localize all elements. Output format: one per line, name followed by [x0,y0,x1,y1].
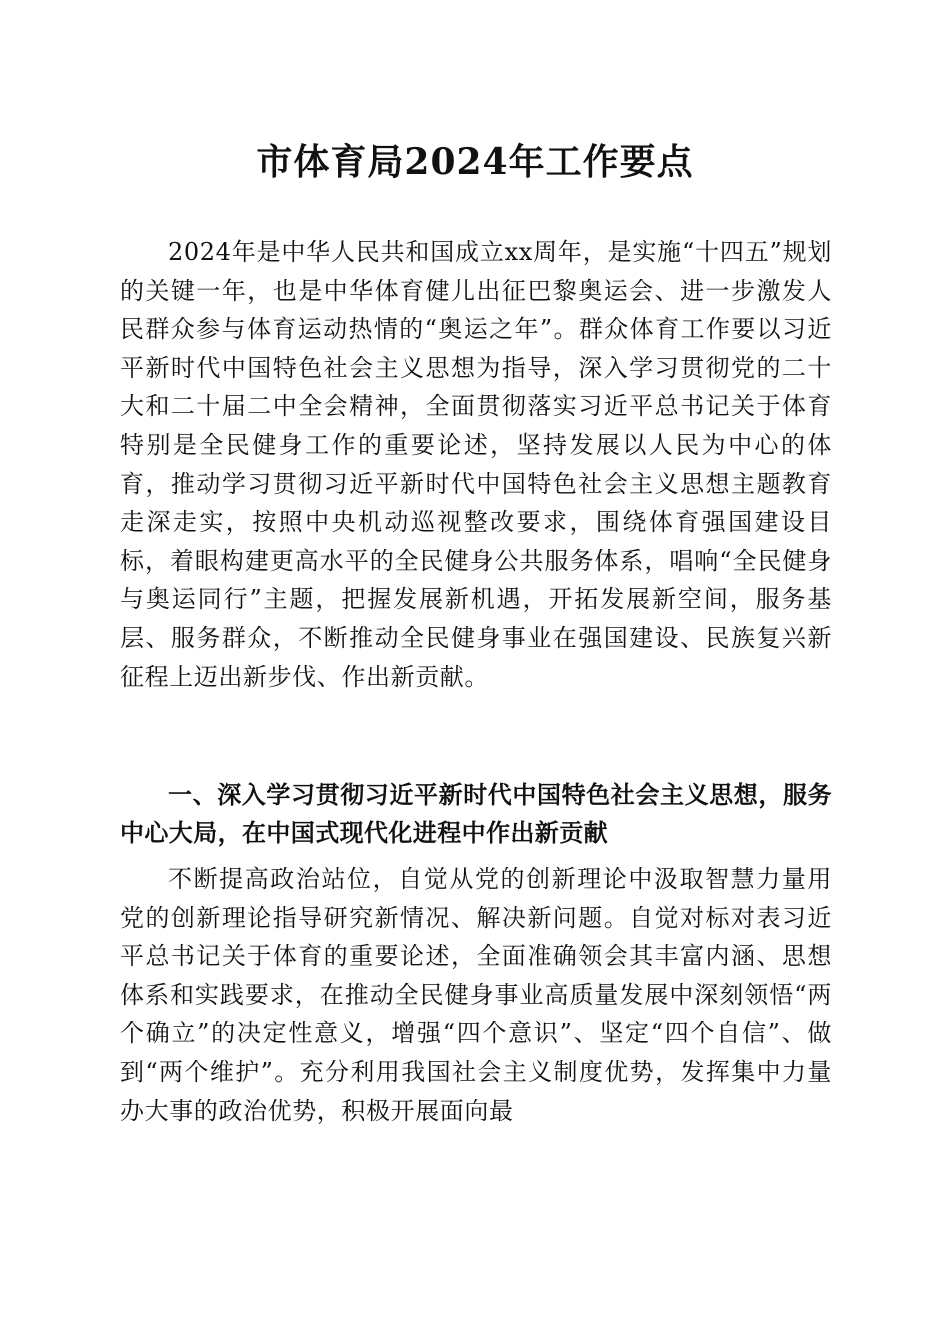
document-title: 市体育局2024年工作要点 [256,141,694,183]
section-paragraph: 不断提高政治站位，自觉从党的创新理论中汲取智慧力量用党的创新理论指导研究新情况、解决新问题。自觉对标对表习近平总书记关于体育的重要论述，全面准确领会其丰富内涵、思想体系和实践要求，在推动全民健身事业高质量发展中深刻领悟“两个确立”的决定性意义，增强“四个意识”、坚定“四个自信”、做到“两个维护”。充分利用我国社会主义制度优势，发挥集中力量办大事的政治优势，积极开展面向最 [120,865,832,1125]
intro-paragraph: 2024年是中华人民共和国成立xx周年，是实施“十四五”规划的关键一年，也是中华体育健儿出征巴黎奥运会、进一步激发人民群众参与体育运动热情的“奥运之年”。群众体育工作要以习近平新时代中国特色社会主义思想为指导，深入学习贯彻党的二十大和二十届二中全会精神，全面贯彻落实习近平总书记关于体育特别是全民健身工作的重要论述，坚持发展以人民为中心的体育，推动学习贯彻习近平新时代中国特色社会主义思想主题教育走深走实，按照中央机动巡视整改要求，围绕体育强国建设目标，着眼构建更高水平的全民健身公共服务体系，唱响“全民健身与奥运同行”主题，把握发展新机遇，开拓发展新空间，服务基层、服务群众，不断推动全民健身事业在强国建设、民族复兴新征程上迈出新步伐、作出新贡献。 [120,238,832,691]
section-heading: 一、深入学习贯彻习近平新时代中国特色社会主义思想，服务中心大局，在中国式现代化进程中作出新贡献 [120,781,832,847]
